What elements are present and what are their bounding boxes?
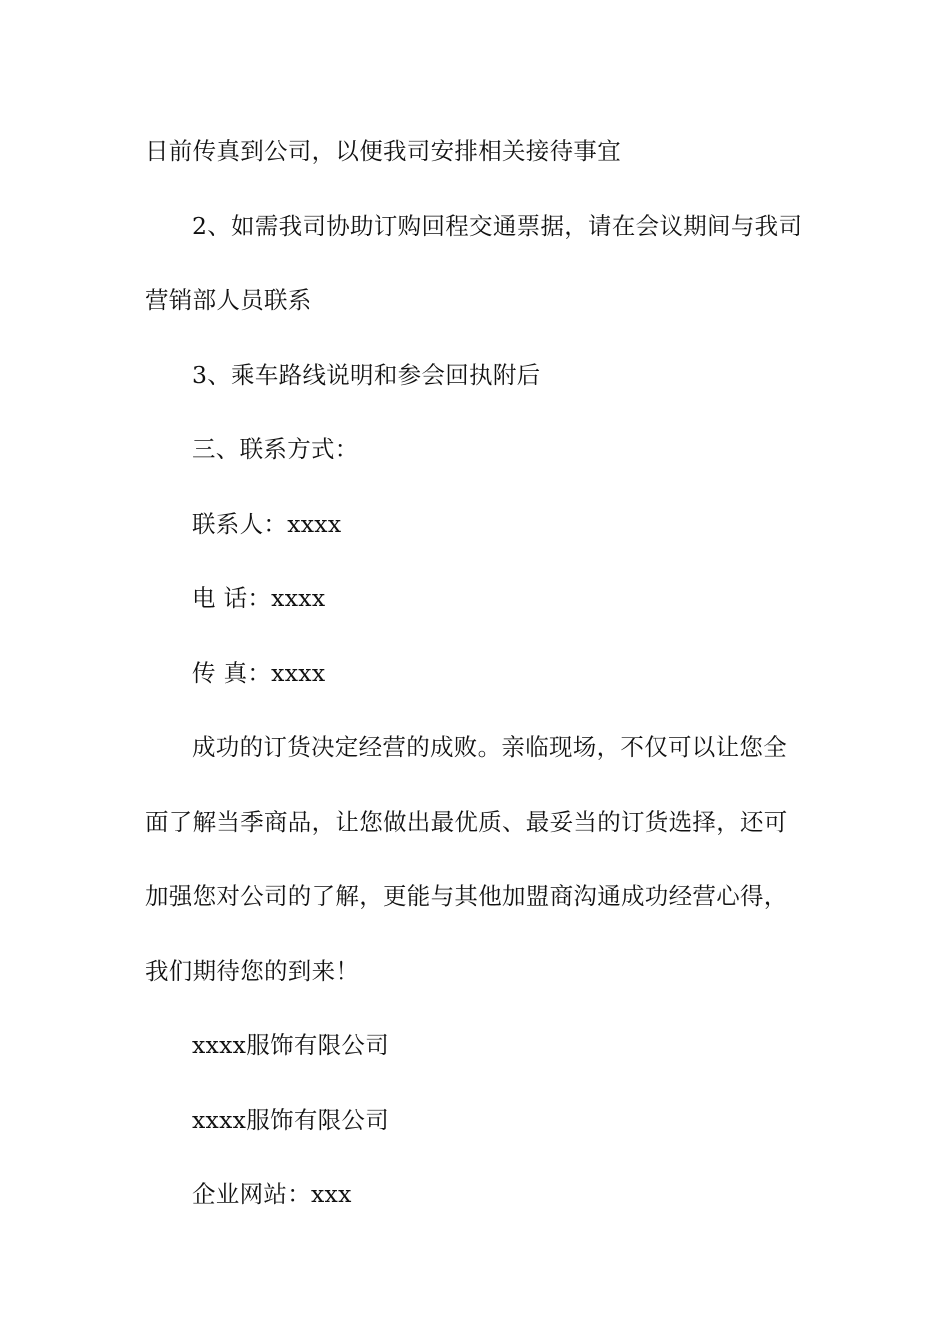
company-name: xxxx服饰有限公司	[192, 1105, 390, 1134]
text-line: 加强您对公司的了解，更能与其他加盟商沟通成功经营心得，	[145, 882, 788, 910]
company-website: 企业网站：xxx	[192, 1180, 352, 1208]
contact-phone: 电 话：xxxx	[192, 584, 326, 612]
text-line: 我们期待您的到来！	[145, 956, 360, 985]
contact-fax: 传 真：xxxx	[192, 658, 326, 687]
document-body	[145, 128, 810, 1246]
text-line: 3、乘车路线说明和参会回执附后	[192, 360, 541, 389]
company-name: xxxx服饰有限公司	[192, 1031, 390, 1059]
text-line: 2、如需我司协助订购回程交通票据，请在会议期间与我司	[192, 211, 803, 240]
text-line: 面了解当季商品，让您做出最优质、最妥当的订货选择，还可	[145, 807, 788, 836]
text-line: 日前传真到公司，以便我司安排相关接待事宜	[145, 137, 621, 165]
section-heading: 三、联系方式：	[192, 435, 359, 463]
text-line: 成功的订货决定经营的成败。亲临现场，不仅可以让您全	[192, 733, 787, 761]
text-line: 营销部人员联系	[145, 286, 312, 314]
contact-person: 联系人：xxxx	[192, 509, 342, 538]
